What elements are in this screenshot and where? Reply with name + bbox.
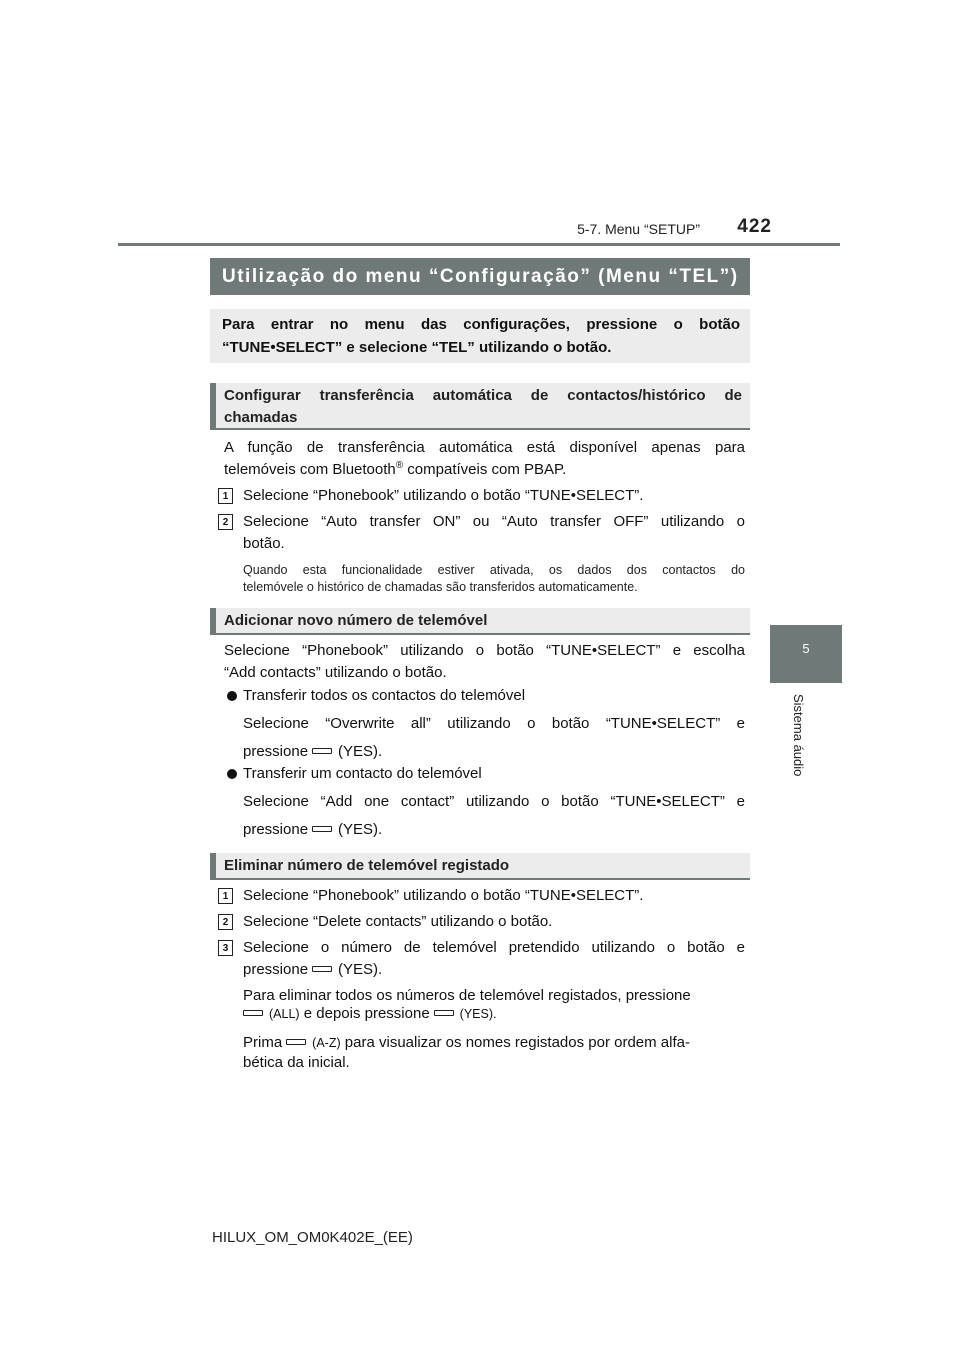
bullet-dot [227,769,237,779]
chapter-label: Sistema áudio [791,694,806,777]
note-az-line-2: bética da inicial. [243,1054,350,1071]
yes-label: (YES). [338,961,383,978]
step-text: Selecione “Delete contacts” utilizando o botão. [243,913,553,930]
note-text: e depois pressione [299,1005,430,1022]
section1-para-line-2 [224,459,745,481]
section2-para-line-1: Selecione “Phonebook” utilizando o botão “TUNE•SELECT” e escolha [224,642,745,659]
section-heading-auto-transfer [210,383,750,430]
bullet-text: pressione [243,821,309,838]
step-text-line-2 [243,959,745,981]
bullet-text: Selecione “Add one contact” utilizando o botão “TUNE•SELECT” e [243,793,745,810]
button-icon [312,748,332,754]
para-text: telemóveis com Bluetooth [224,461,396,478]
note-text: Prima [243,1034,283,1051]
header-rule [118,243,840,246]
all-label: (ALL) [269,1007,300,1021]
button-icon [434,1010,454,1016]
step-number: 1 [218,488,233,504]
step-text: pressione [243,961,309,978]
page-heading: Utilização do menu “Configuração” (Menu “TEL”) [210,258,750,295]
step-text: Selecione o número de telemóvel pretendido utilizando o botão e [243,939,745,956]
para-text: compatíveis com PBAP. [403,461,567,478]
step-text: Selecione “Phonebook” utilizando o botão “TUNE•SELECT”. [243,487,644,504]
button-icon [243,1010,263,1016]
bullet-title: Transferir todos os contactos do telemóvel [243,687,526,704]
section-title: 5-7. Menu “SETUP” [577,221,700,237]
bullet-title: Transferir um contacto do telemóvel [243,765,482,782]
note-line-2: telemóvele o histórico de chamadas são transferidos automaticamente. [243,580,638,594]
bullet-text-line-2 [243,741,745,763]
note-az-line-1 [243,1032,753,1054]
page-number: 422 [737,216,772,237]
section1-para-line-1: A função de transferência automática está disponível apenas para [224,439,745,456]
intro-line-2: “TUNE•SELECT” e selecione “TEL” utilizando o botão. [222,339,612,356]
yes-label: (YES). [459,1007,497,1021]
note-delete-all-line-1: Para eliminar todos os números de telemóvel registados, pressione [243,987,691,1004]
document-code: HILUX_OM_OM0K402E_(EE) [212,1229,413,1246]
step-text: Selecione “Auto transfer ON” ou “Auto transfer OFF” utilizando o [243,513,745,530]
note-delete-all-line-2 [243,1003,745,1025]
yes-label: (YES). [338,821,383,838]
note-text: para visualizar os nomes registados por ordem alfa- [340,1034,690,1051]
section1-heading-line-1: Configurar transferência automática de contactos/histórico de [224,387,742,404]
button-icon [312,966,332,972]
az-label: (A-Z) [312,1036,341,1050]
section-heading-delete-number: Eliminar número de telemóvel registado [210,853,750,880]
step-text: Selecione “Phonebook” utilizando o botão “TUNE•SELECT”. [243,887,644,904]
yes-label: (YES). [338,743,383,760]
intro-line-1: Para entrar no menu das configurações, pressione o botão [222,316,740,333]
bullet-text-line-2 [243,819,745,841]
note-line-1: Quando esta funcionalidade estiver ativada, os dados dos contactos do [243,563,745,577]
step-text-line-2: botão. [243,535,285,552]
step-number: 1 [218,888,233,904]
bullet-text: Selecione “Overwrite all” utilizando o botão “TUNE•SELECT” e [243,715,745,732]
chapter-tab: 5 [770,625,842,683]
registered-mark: ® [395,460,404,471]
button-icon [286,1039,306,1045]
section2-para-line-2: “Add contacts” utilizando o botão. [224,664,447,681]
section1-heading-line-2: chamadas [224,409,298,426]
bullet-text: pressione [243,743,309,760]
section-heading-add-number: Adicionar novo número de telemóvel [210,608,750,635]
intro-box [210,309,750,363]
button-icon [312,826,332,832]
step-number: 2 [218,514,233,530]
bullet-dot [227,691,237,701]
step-number: 3 [218,940,233,956]
step-number: 2 [218,914,233,930]
